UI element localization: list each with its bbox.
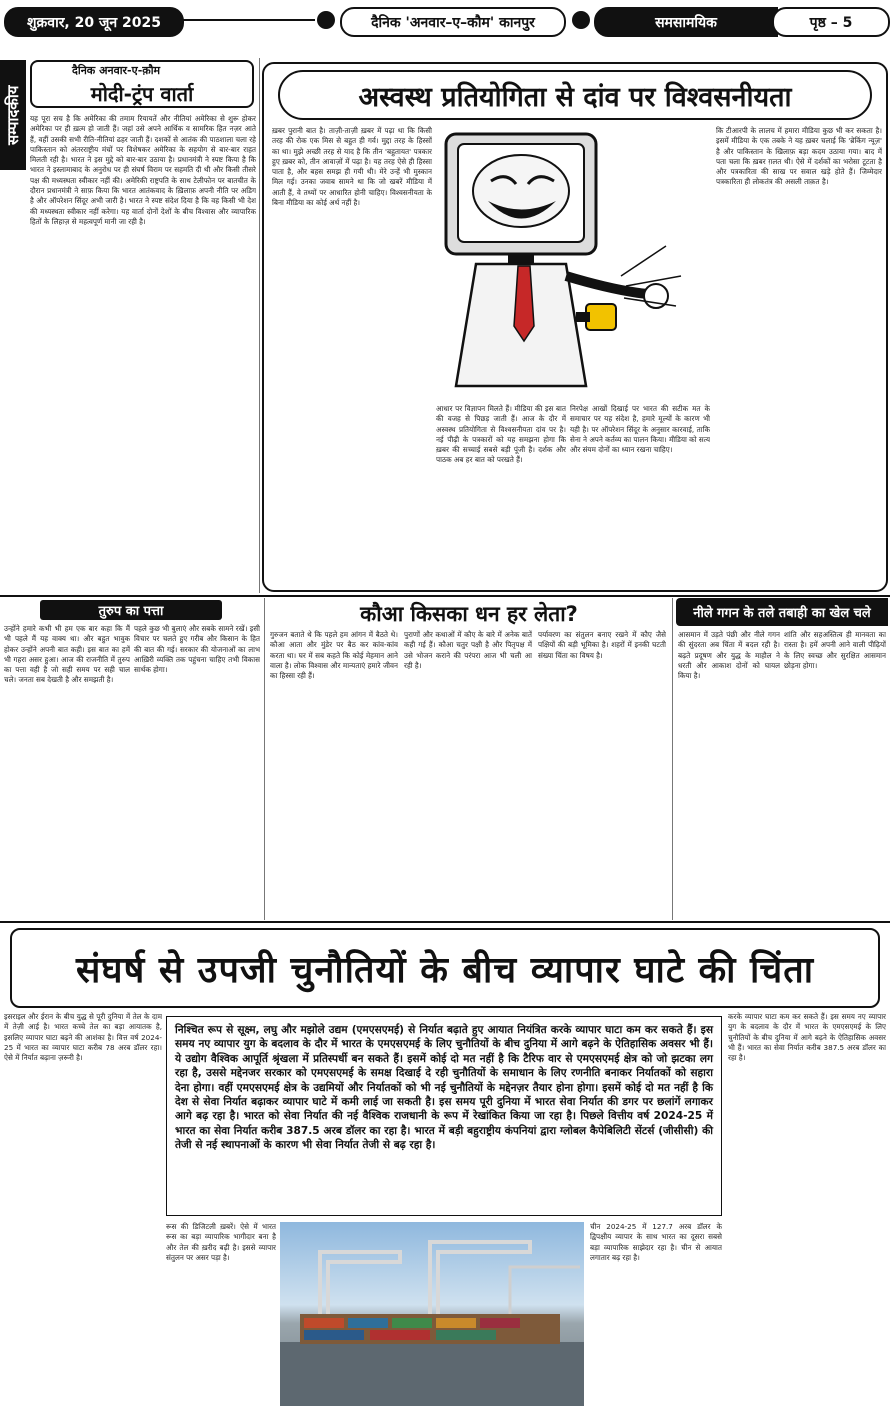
date-label: शुक्रवार, 20 जून 2025 [4, 7, 184, 37]
kauwa-column-3: पर्यावरण का संतुलन बनाए रखने में कौए जैसे पक्षियों की बड़ी भूमिका है। शहरों में इनकी घटती संख्या चिंता का विषय है। [538, 630, 666, 660]
bullet-icon [572, 11, 590, 29]
trade-right-column: करके व्यापार घाटा कम कर सकते हैं। इस समय नए व्यापार युग के बदलाव के दौर में भारत के एमएसएमई के लिए चुनौतियों के बीच दुनिया में आगे बढ़ने के ऐतिहासिक अवसर भी हैं। भारत का सेवा निर्यात करीब 387.5 अरब डॉलर का रहा है। [728, 1012, 886, 1063]
trade-lead-box: निश्चित रूप से सूक्ष्म, लघु और मझोले उद्यम (एमएसएमई) से निर्यात बढ़ाते हुए आयात नियंत्रित करके व्यापार घाटा कम कर सकते हैं। इस समय नए व्यापार युग के बदलाव के दौर में भारत के एमएसएमई के लिए चुनौतियों के बीच दुनिया में आगे बढ़ने के ऐतिहासिक अवसर भी हैं। ये उद्योग वैश्विक आपूर्ति श्रृंखला में प्रतिस्पर्धी बन सकते हैं। इसमें कोई दो मत नहीं है कि टैरिफ वार से एमएसएमई क्षेत्र को जो झटका लग रहा है, उससे मद्देनजर सरकार को एमएसएमई के समक्ष दिखाई दे रही चुनौतियों के समाधान के लिए रणनीति बनाकर निर्यातकों को सहारा देना होगा। वहीं एमएसएमई क्षेत्र के उद्यमियों और निर्यातकों को भी नई चुनौतियों के मद्देनज़र तैयार होना होगा। इसमें कोई दो मत नहीं है कि देश से सेवा निर्यात बढ़ाकर व्यापार घाटे में कमी लाई जा सकती है। इस समय पूरी दुनिया में भारत सेवा निर्यात की डगर पर छलांगें लगाकर आगे बढ़ रहा है। भारत को सेवा निर्यात की नई वैश्विक राजधानी के रूप में रेखांकित किया जा रहा है। पिछले वित्तीय वर्ष 2024-25 में भारत का सेवा निर्यात करीब 387.5 अरब डॉलर का रहा है। भारत में बड़ी बहुराष्ट्रीय कंपनियां द्वारा ग्लोबल कैपेबिलिटी सेंटर्स (जीसीसी) की तेजी से नई स्थापनाओं के कारण भी सेवा निर्यात तेजी से बढ़ रहा है। [166, 1016, 722, 1216]
neele-column-1: आसमान में उड़ते पंछी और नीले गगन की सुंदरता अब चिंता में बदल रही है। बढ़ते प्रदूषण और युद्ध के माहौल ने धरती और आकाश दोनों को घायल किया है। [678, 630, 780, 681]
column-divider [259, 58, 260, 593]
feature-title: अस्वस्थ प्रतियोगिता से दांव पर विश्वसनीयता [278, 70, 872, 120]
cartoon-illustration [436, 126, 708, 401]
editorial-paper-label: दैनिक अनवार-ए-क़ौम [72, 64, 161, 77]
section-divider [0, 921, 890, 923]
column-divider [672, 598, 673, 920]
kauwa-column-1: गुरुजन बताते थे कि पहले हम आंगन में बैठते थे। कौआ आता और मुंडेर पर बैठ कर कांव-कांव करता था। घर में सब कहते कि कोई मेहमान आने वाला है। लोक विश्वास और मान्यताएं हमारे जीवन का हिस्सा रही हैं। [270, 630, 398, 681]
editorial-title: मोदी-ट्रंप वार्ता [90, 82, 194, 106]
feature-column-3: निरपेक्ष आखों दिखाई पर भारत की सटीक मत के समाचार पर यह संदेश है, हमारे मूल्यों के कारण भी यही है। पर ऑपरेशन सिंदूर के अनुसार कारवाई, ताकि सेना ने अपने कर्तव्य का पालन किया। मीडिया को सत्य और संयम दोनों का ध्यान रखना चाहिए। [570, 404, 710, 455]
tursh-title: तुरुप का पत्ता [40, 600, 222, 620]
masthead [0, 0, 890, 40]
column-divider [264, 598, 265, 920]
trade-article [0, 924, 890, 1415]
paper-name: दैनिक 'अनवार–ए–कौम' कानपुर [340, 7, 566, 37]
editorial-vertical-label: सम्पादकीय [0, 60, 26, 170]
port-photo [280, 1222, 584, 1406]
kauwa-article [268, 598, 670, 920]
section-label: समसामयिक [594, 7, 778, 37]
tv-reporter-cartoon-icon [436, 126, 708, 401]
tursh-column-2: पहले कुछ भी बुलाएं और सबके सामने रखें। इसी विचार पर चलते हुए गरीब और किसान के हित की बात की गई। सरकार की योजनाओं का लाभ आख़िरी व्यक्ति तक पहुंचना चाहिए तभी विकास सार्थक होगा। [134, 624, 260, 675]
trade-mid-left-column: रूस की डिजिटली ख़बरें। ऐसे में भारत रूस का बड़ा व्यापारिक भागीदार बना है और तेल की ख़रीद बढ़ी है। इससे व्यापार संतुलन पर असर पड़ा है। [166, 1222, 276, 1262]
neele-article [676, 598, 890, 920]
feature-column-1: ख़बर पुरानी बात है। ताज़ी-ताज़ी ख़बर में पढ़ा था कि किसी तरह की रोक एक मिस से बहुत ही गर्व। मुद्दा तरह के हिस्सों का था। मुझे अच्छी तरह से याद है कि तीन 'बहुतायत' पत्रकार हुए ख़बर को, तीन आवाज़ों में पढ़ा है। यह तरह ऐसे ही हिस्सा पाता है, और बहस समझ ही गयी थी। मेरे उन्हें भी मुस्कान मिल गई। उनका जवाब सामने था कि जो खबरें मीडिया में आती हैं, वे तथ्यों पर आधारित होनी चाहिए। विश्वसनीयता के बिना मीडिया का कोई अर्थ नहीं है। [272, 126, 432, 208]
feature-column-2: आधार पर विज्ञापन मिलते हैं। मीडिया की इस बात की वजह से पिछड़ जाती हैं। आज के दौर में अस्वस्थ प्रतियोगिता से विश्वसनीयता दांव पर है। नई पीढ़ी के पत्रकारों को यह समझना होगा कि ख़बर की सच्चाई सबसे बड़ी पूंजी है। दर्शक और पाठक अब हर बात को परखते हैं। [436, 404, 566, 465]
editorial-section [0, 60, 258, 593]
trade-title: संघर्ष से उपजी चुनौतियों के बीच व्यापार घाटे की चिंता [10, 928, 880, 1008]
kauwa-column-2: पुराणों और कथाओं में कौए के बारे में अनेक बातें कही गई हैं। कौआ चतुर पक्षी है और पितृपक्ष में उसे भोजन कराने की परंपरा आज भी चली आ रही है। [404, 630, 532, 670]
port-cranes-icon [280, 1222, 584, 1406]
feature-column-4: कि टीआरपी के लालच में हमारा मीडिया कुछ भी कर सकता है। इसमें मीडिया के एक तबके ने यह ख़बर चलाई कि 'ब्रेकिंग न्यूज़' है और पाकिस्तान के खिलाफ़ बड़ा कदम उठाया गया। बाद में पता चला कि ख़बर ग़लत थी। ऐसे में दर्शकों का भरोसा टूटता है और पत्रकारिता की साख पर सवाल खड़े होते हैं। जिम्मेदार पत्रकारिता ही लोकतंत्र की असली ताक़त है। [716, 126, 882, 187]
neele-column-2: शांति और सहअस्तित्व ही मानवता का रास्ता है। हमें अपनी आने वाली पीढ़ियों के लिए स्वच्छ और सुरक्षित आसमान छोड़ना होगा। [784, 630, 886, 670]
trade-left-column: इसराइल और ईरान के बीच युद्ध से पूरी दुनिया में तेल के दाम में तेज़ी आई है। भारत कच्चे तेल का बड़ा आयातक है, इसलिए व्यापार घाटा बढ़ने की आशंका है। वित्त वर्ष 2024-25 में भारत का व्यापार घाटा करीब 78 अरब डॉलर रहा। ऐसे में निर्यात बढ़ाना ज़रूरी है। [4, 1012, 162, 1063]
page-number: पृष्ठ – 5 [772, 7, 890, 37]
divider-line [180, 19, 315, 21]
bullet-icon [317, 11, 335, 29]
editorial-header-box [30, 60, 254, 108]
kauwa-title: कौआ किसका धन हर लेता? [360, 602, 578, 626]
trade-mid-right-column: चीन 2024-25 में 127.7 अरब डॉलर के द्विपक्षीय व्यापार के साथ भारत का दूसरा सबसे बड़ा व्यापारिक साझेदार रहा है। चीन से आयात लगातार बढ़ रहा है। [590, 1222, 722, 1262]
editorial-body: यह पूरा सच है कि अमेरिका की तमाम रियायतें और नीतियां अमेरिका से शुरू होकर अमेरिका पर ही ख़त्म हो जाती हैं। जहां उसे अपने आर्थिक व सामरिक हित नज़र आते हैं, वहीं उसकी सभी रीति-नीतियां ढहर जाती हैं। दशकों से आतंक की पाठशाला चला रहे पाकिस्तान को अंतरराष्ट्रीय मंचों पर विशेषकर अमेरिका के सहयोग से बार-बार राहत मिलती रही है। भारत ने इस मुद्दे को बार-बार उठाया है। प्रधानमंत्री ने स्पष्ट किया है कि भारत ने इस्लामाबाद के अनुरोध पर ही संघर्ष विराम पर सहमति दी थी और किसी तीसरे पक्ष की मध्यस्थता स्वीकार नहीं की। अमेरिकी राष्ट्रपति के साथ टेलीफोन पर बातचीत के दौरान प्रधानमंत्री ने साफ़ किया कि भारत आतंकवाद के ख़िलाफ़ अपनी नीति पर अडिग है और ऑपरेशन सिंदूर अभी जारी है। भारत ने स्पष्ट संदेश दिया है कि वह किसी भी देश की मध्यस्थता स्वीकार नहीं करेगा। यह वार्ता दोनों देशों के बीच विश्वास और व्यापारिक हितों के लिहाज़ से महत्वपूर्ण मानी जा रही है। [30, 114, 256, 226]
section-divider [0, 595, 890, 597]
feature-article [262, 62, 888, 592]
tursh-column-1: उन्होंने हमारे कभी भी हम एक बार कहा कि मैं भी पहले मैं यह वाक्य था। और बहुत भावुक होकर उन्होंने अपनी बात कही। इस बात का हमें भी गहरा असर हुआ। आज की राजनीति में तुरुप का पत्ता वही है जो सही समय पर सही चाल चले। जनता सब देखती है और समझती है। [4, 624, 130, 685]
tursh-article [0, 598, 264, 818]
neele-title: नीले गगन के तले तबाही का खेल चले [676, 598, 888, 626]
